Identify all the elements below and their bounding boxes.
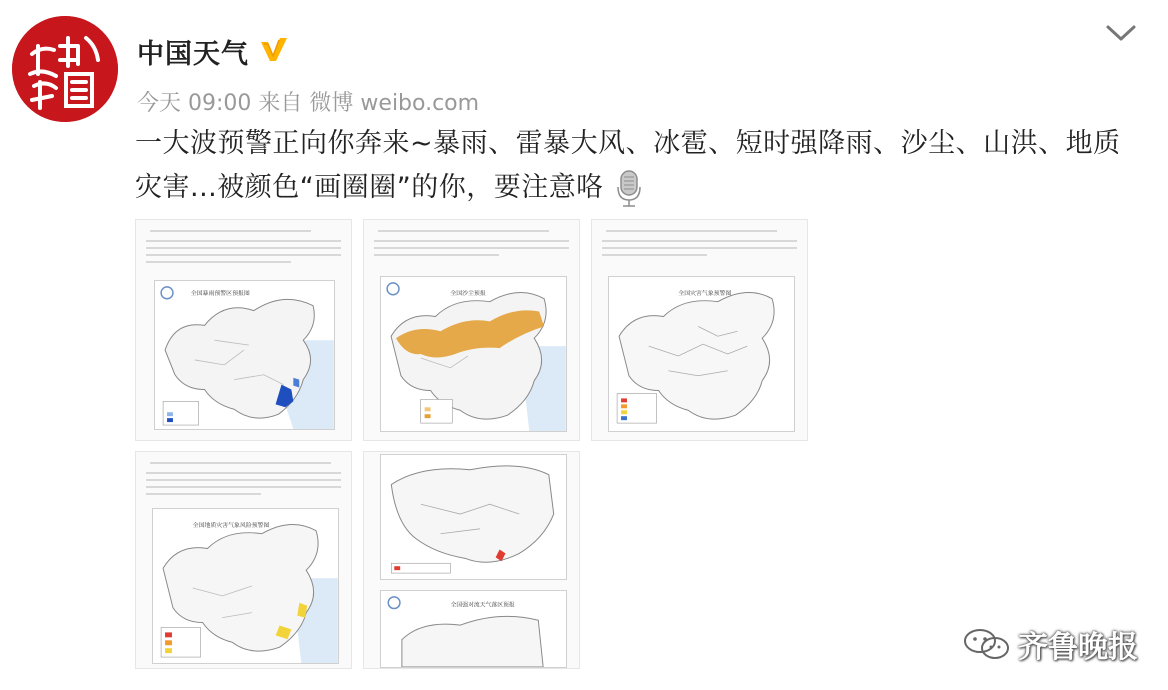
microphone-icon [615, 169, 643, 209]
map-card [380, 590, 567, 668]
map-card [380, 454, 567, 580]
image-thumbnail-disaster[interactable] [591, 219, 808, 441]
map-card [380, 276, 567, 432]
image-thumbnail-rainstorm[interactable] [135, 219, 352, 441]
china-map-convection [381, 455, 566, 579]
source-prefix: 来自 [258, 91, 303, 116]
chevron-down-icon[interactable] [1104, 22, 1138, 44]
map-card [152, 508, 339, 664]
map-title: 全国暴雨预警区预报图 [190, 290, 250, 297]
post-meta [137, 86, 479, 117]
map-title: 全国地质灾害气象风险预警图 [192, 522, 270, 529]
post-body: 一大波预警正向你奔来~暴雨、雷暴大风、冰雹、短时强降雨、沙尘、山洪、地质灾害...被颜色“画圈圈”的你，要注意咯 [135, 128, 1121, 203]
image-thumbnail-geological[interactable] [135, 451, 352, 669]
post-text [135, 122, 1145, 210]
user-name[interactable]: 中国天气 [137, 39, 249, 70]
map-title: 全国强对流天气落区预报 [450, 602, 515, 609]
weather-china-seal-logo [12, 16, 118, 122]
map-title: 全国灾害气象预警图 [678, 290, 732, 297]
map-title: 全国沙尘预报 [450, 290, 486, 297]
image-thumbnail-sand[interactable] [363, 219, 580, 441]
post-source-link[interactable]: 微博 weibo.com [309, 91, 480, 116]
verified-badge-icon [258, 34, 288, 64]
china-map-rain-forecast [381, 591, 566, 667]
map-card [154, 280, 335, 430]
china-map-disaster [609, 277, 794, 431]
watermark [962, 622, 1138, 666]
map-card [608, 276, 795, 432]
post-time: 今天 09:00 [137, 91, 252, 116]
image-thumbnail-convection[interactable] [363, 451, 580, 669]
wechat-icon [962, 627, 1012, 661]
china-map-rainstorm [155, 281, 334, 429]
china-map-geological [153, 509, 338, 663]
watermark-text: 齐鲁晚报 [1018, 630, 1138, 665]
avatar[interactable] [12, 16, 118, 122]
china-map-sand [381, 277, 566, 431]
